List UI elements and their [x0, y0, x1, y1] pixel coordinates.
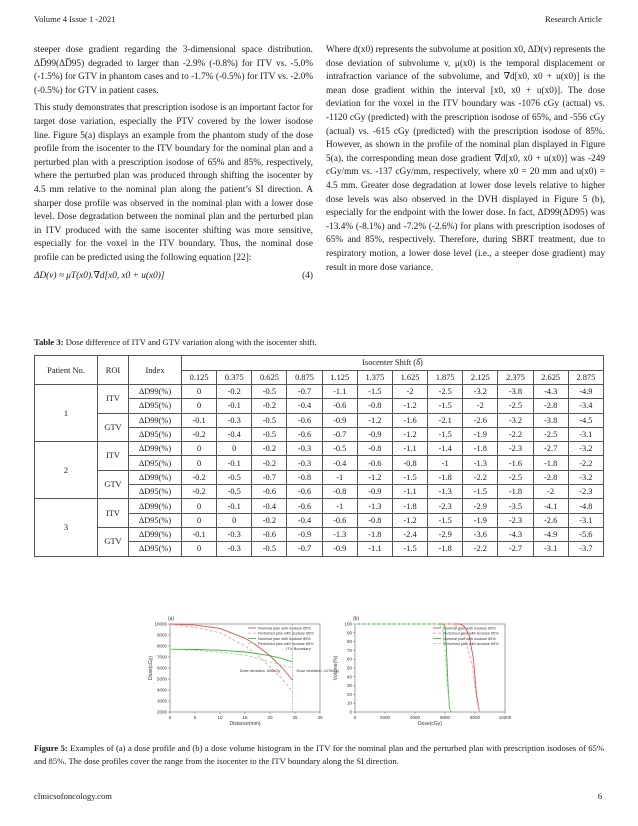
shift-header: 1.125: [322, 370, 357, 385]
value-cell: -0.7: [322, 427, 357, 441]
value-cell: -0.9: [287, 527, 322, 541]
value-cell: -0.6: [357, 456, 392, 470]
shift-header: 0.375: [217, 370, 252, 385]
value-cell: -0.7: [252, 470, 287, 484]
value-cell: -0.9: [322, 542, 357, 556]
dose-deviation-65-label: Dose deviation -1076cGy: [296, 669, 340, 673]
patient-cell: 1: [35, 385, 98, 442]
value-cell: -2.7: [498, 542, 533, 556]
value-cell: -1.6: [392, 413, 427, 427]
equation-number: (4): [302, 270, 313, 281]
value-cell: -2.2: [463, 470, 498, 484]
x-tick-label: 25: [292, 715, 298, 720]
value-cell: -4.3: [498, 527, 533, 541]
shift-header: 2.875: [568, 370, 603, 385]
left-paragraph-2: This study demonstrates that prescription isodose is an important factor for target dose variation, especially the PTV covered by the lower isodose line. Figure 5(a) displays an example from the phantom study of the dose profile from the isocenter to the ITV boundary for the nominal plan and a perturbed plan with a prescription isodose of 65% and 85%, respectively, where the perturbed plan was produced through shifting the isocenter by 4.5 mm relative to the nominal plan along the patient’s SI direction. A sharper dose profile was observed in the nominal plan with a lower dose level. Dose degradation between the nominal plan and the perturbed plan in ITV produced with the same isocenter shifting was more sensitive, especially for the voxel in the ITV boundary. Thus, the nominal dose profile can be predicted using the following equation [22]:: [34, 103, 313, 263]
value-cell: -2.2: [463, 542, 498, 556]
value-cell: -2.5: [533, 427, 568, 441]
y-axis-label: Dose(cGy): [148, 656, 154, 680]
value-cell: -3.1: [568, 427, 603, 441]
y-tick-label: 60: [346, 656, 352, 662]
value-cell: -3.8: [498, 385, 533, 399]
value-cell: -2: [392, 385, 427, 399]
y-tick-label: 50: [346, 665, 352, 671]
index-cell: ΔD99(%): [129, 442, 182, 456]
table-row: [35, 442, 604, 456]
patient-cell: 2: [35, 442, 98, 499]
shift-header: 1.875: [428, 370, 463, 385]
value-cell: -3.5: [498, 499, 533, 513]
value-cell: -1.1: [392, 485, 427, 499]
value-cell: -0.1: [217, 499, 252, 513]
value-cell: -0.5: [217, 485, 252, 499]
header-roi: ROI: [98, 356, 129, 385]
x-tick-label: 30: [317, 715, 323, 720]
legend-label: Perturbed plan with isodose 65%: [443, 631, 499, 636]
value-cell: -0.4: [287, 399, 322, 413]
panel-label: (a): [168, 616, 175, 622]
value-cell: -3.8: [533, 413, 568, 427]
value-cell: -1.3: [357, 499, 392, 513]
value-cell: -0.8: [357, 442, 392, 456]
value-cell: 0: [217, 513, 252, 527]
value-cell: -4.9: [568, 385, 603, 399]
value-cell: 0: [182, 513, 217, 527]
table-header-row: [35, 356, 604, 371]
y-tick-label: 7000: [156, 654, 167, 660]
table-row: [35, 385, 604, 399]
legend-label: Perturbed plan with isodose 85%: [258, 642, 314, 646]
value-cell: -0.4: [322, 456, 357, 470]
value-cell: -2.6: [533, 513, 568, 527]
right-column: [326, 44, 605, 279]
index-cell: ΔD95(%): [129, 542, 182, 556]
value-cell: -0.6: [252, 527, 287, 541]
table-caption: [34, 337, 317, 347]
value-cell: -2.4: [392, 527, 427, 541]
x-tick-label: 20: [267, 715, 273, 720]
equation-4: [34, 270, 313, 284]
value-cell: -0.2: [182, 427, 217, 441]
value-cell: -0.1: [182, 413, 217, 427]
value-cell: -1.5: [428, 399, 463, 413]
table-body: [35, 385, 604, 557]
value-cell: -1.5: [357, 385, 392, 399]
roi-cell: ITV: [98, 499, 129, 528]
legend-label: Nominal plan with isodose 65%: [443, 626, 496, 631]
dvh-chart: [333, 616, 512, 727]
value-cell: -2: [463, 399, 498, 413]
value-cell: -0.5: [217, 470, 252, 484]
legend-label: Perturbed plan with isodose 85%: [443, 642, 499, 646]
x-tick-label: 0: [353, 715, 357, 720]
shift-header: 2.375: [498, 370, 533, 385]
shift-header: 2.625: [533, 370, 568, 385]
value-cell: -2.3: [498, 442, 533, 456]
value-cell: -1: [322, 470, 357, 484]
table-caption-text: Dose difference of ITV and GTV variation along with the isocenter shift.: [65, 337, 317, 347]
patient-cell: 3: [35, 499, 98, 556]
index-cell: ΔD95(%): [129, 427, 182, 441]
value-cell: -3.2: [498, 413, 533, 427]
value-cell: -0.3: [287, 442, 322, 456]
value-cell: -3.4: [568, 399, 603, 413]
value-cell: -0.3: [217, 413, 252, 427]
footer-website: clinicsofoncology.com: [34, 791, 112, 801]
y-tick-label: 5000: [156, 676, 167, 682]
figure-caption-text: Examples of (a) a dose profile and (b) a dose volume histogram in the ITV for the nominal plan and the perturbed plan with prescription isodoses of 65% and 85%. The dose profiles cover the range from the isocenter to the ITV boundary along the SI direction.: [34, 743, 604, 766]
value-cell: -2.7: [533, 442, 568, 456]
y-tick-label: 2000: [156, 709, 167, 715]
value-cell: -0.5: [322, 442, 357, 456]
value-cell: -0.8: [357, 399, 392, 413]
value-cell: 0: [182, 542, 217, 556]
y-tick-label: 10: [346, 700, 352, 706]
y-tick-label: 20: [346, 691, 352, 697]
value-cell: -1.9: [463, 427, 498, 441]
table-row: [35, 499, 604, 513]
table-row: [35, 413, 604, 427]
value-cell: -0.7: [287, 385, 322, 399]
value-cell: -0.8: [322, 485, 357, 499]
y-tick-label: 9000: [156, 632, 167, 638]
x-tick-label: 2000: [379, 715, 391, 720]
value-cell: -4.1: [533, 499, 568, 513]
index-cell: ΔD95(%): [129, 485, 182, 499]
index-cell: ΔD99(%): [129, 527, 182, 541]
y-tick-label: 3000: [156, 698, 167, 704]
legend-label: Perturbed plan with isodose 65%: [258, 631, 314, 636]
value-cell: -0.3: [217, 527, 252, 541]
value-cell: -1.2: [357, 470, 392, 484]
shift-header: 1.625: [392, 370, 427, 385]
y-tick-label: 30: [346, 683, 352, 689]
value-cell: -1.4: [428, 442, 463, 456]
value-cell: -0.5: [252, 542, 287, 556]
figure-caption: [34, 742, 604, 768]
table-row: [35, 470, 604, 484]
roi-cell: ITV: [98, 385, 129, 414]
value-cell: -1.8: [428, 470, 463, 484]
value-cell: -4.3: [533, 385, 568, 399]
table-caption-label: Table 3:: [34, 337, 64, 347]
value-cell: -3.1: [568, 513, 603, 527]
value-cell: -0.2: [182, 470, 217, 484]
value-cell: -2.8: [533, 399, 568, 413]
equation-text: ΔD(v) ≈ μT(x0).∇̅d[x0, x0 + u(x0)]: [34, 270, 165, 281]
value-cell: -0.9: [357, 427, 392, 441]
itv-boundary-label: ITV Boundary: [286, 646, 311, 651]
y-tick-label: 100: [344, 621, 352, 627]
value-cell: -2.2: [568, 456, 603, 470]
value-cell: -0.2: [252, 442, 287, 456]
x-tick-label: 4000: [409, 715, 421, 720]
value-cell: 0: [182, 442, 217, 456]
y-tick-label: 40: [346, 674, 352, 680]
value-cell: -2.3: [428, 499, 463, 513]
index-cell: ΔD99(%): [129, 413, 182, 427]
panel-label: (b): [353, 616, 360, 622]
figure-5: [140, 614, 510, 738]
value-cell: -0.6: [252, 485, 287, 499]
dose-deviation-85-label: Dose deviation -556cGy: [239, 669, 281, 673]
roi-cell: ITV: [98, 442, 129, 471]
article-type: Research Article: [544, 14, 602, 24]
value-cell: -1.2: [392, 427, 427, 441]
value-cell: -2.1: [428, 413, 463, 427]
y-tick-label: 90: [346, 630, 352, 636]
value-cell: -3.1: [533, 542, 568, 556]
value-cell: -2.6: [463, 413, 498, 427]
value-cell: -0.4: [252, 499, 287, 513]
header-isocenter-shift: Isocenter Shift (δ̅): [182, 356, 604, 371]
value-cell: -0.3: [217, 542, 252, 556]
value-cell: -0.1: [182, 527, 217, 541]
page-number: 6: [597, 791, 602, 801]
value-cell: -1.8: [428, 542, 463, 556]
value-cell: -0.2: [217, 385, 252, 399]
shift-header: 0.875: [287, 370, 322, 385]
header-patient: Patient No.: [35, 356, 98, 385]
value-cell: -1.8: [392, 499, 427, 513]
value-cell: -1.9: [463, 513, 498, 527]
value-cell: -1.8: [357, 527, 392, 541]
value-cell: -0.1: [217, 399, 252, 413]
value-cell: -0.8: [357, 513, 392, 527]
value-cell: -2.5: [498, 399, 533, 413]
x-tick-label: 10000: [498, 715, 512, 720]
value-cell: -0.5: [252, 427, 287, 441]
value-cell: -0.9: [357, 485, 392, 499]
x-tick-label: 15: [242, 715, 248, 720]
value-cell: -3.2: [568, 442, 603, 456]
value-cell: -0.6: [322, 399, 357, 413]
value-cell: -2.9: [463, 499, 498, 513]
left-paragraph-1: steeper dose gradient regarding the 3-dimensional space distribution. ΔD̅99(ΔD̅95) degraded to larger than -2.9% (-0.8%) for ITV vs. -5.0% (-1.5%) for GTV in phantom cases and to -1.7% (-0.5%) for ITV vs. -2.0% (-0.5%) for GTV in patient cases.: [34, 45, 314, 96]
value-cell: 0: [182, 456, 217, 470]
value-cell: -1.5: [463, 485, 498, 499]
y-tick-label: 0: [349, 709, 352, 715]
x-axis-label: Distance(mm): [229, 721, 261, 727]
value-cell: -0.5: [252, 385, 287, 399]
value-cell: -0.6: [287, 485, 322, 499]
left-column: [34, 44, 313, 283]
value-cell: -1.8: [463, 442, 498, 456]
value-cell: -4.9: [533, 527, 568, 541]
x-tick-label: 10: [217, 715, 223, 720]
x-tick-label: 0: [168, 715, 172, 720]
value-cell: -1.3: [322, 527, 357, 541]
index-cell: ΔD95(%): [129, 399, 182, 413]
header-index: Index: [129, 356, 182, 385]
value-cell: -1.8: [533, 456, 568, 470]
value-cell: -1.1: [322, 385, 357, 399]
shift-header: 0.625: [252, 370, 287, 385]
value-cell: -1.5: [392, 542, 427, 556]
value-cell: -2.9: [428, 527, 463, 541]
value-cell: 0: [182, 399, 217, 413]
y-tick-label: 10000: [154, 621, 167, 627]
value-cell: -1: [322, 499, 357, 513]
x-tick-label: 5: [193, 715, 197, 720]
value-cell: 0: [182, 499, 217, 513]
value-cell: -0.7: [287, 542, 322, 556]
value-cell: -2.8: [533, 470, 568, 484]
value-cell: -1.3: [463, 456, 498, 470]
value-cell: -1.3: [428, 485, 463, 499]
dose-difference-table: [34, 355, 604, 557]
index-cell: ΔD99(%): [129, 470, 182, 484]
value-cell: -0.8: [287, 470, 322, 484]
x-tick-label: 8000: [469, 715, 481, 720]
index-cell: ΔD99(%): [129, 385, 182, 399]
right-paragraph-1: Where d(x0) represents the subvolume at position x0, ΔD(v) represents the dose deviation of subvolume v, μ(x0) is the temporal displacement or intrafraction variance of the subvolume, and ∇̅d[x0, x0 + u(x0)] is the mean dose gradient within the interval [x0, x0 + u(x0)]. The dose deviation for the voxel in the ITV boundary was -1076 cGy (actual) vs. -1120 cGy (predicted) with the prescription isodose of 65%, and -556 cGy (actual) vs. -615 cGy (predicted) with the prescription isodose of 85%. However, as shown in the profile of the nominal plan displayed in Figure 5(a), the corresponding mean dose gradient ∇̅d[x0, x0 + u(x0)] was -249 cGy/mm vs. -137 cGy/mm, respectively, where x0 = 20 mm and u(x0) = 4.5 mm. Greater dose degradation at lower dose levels relative to higher dose levels was also observed in the DVH displayed in Figure 5 (b), especially for the endpoint with the lower dose. In fact, ΔD99(ΔD95) was -13.4% (-8.1%) and -7.2% (-2.6%) for plans with prescription isodoses of 65% and 85%, respectively. Therefore, during SBRT treatment, due to respiratory motion, a lower dose level (i.e., a steeper dose gradient) may result in more dose variance.: [326, 45, 605, 273]
value-cell: -0.2: [252, 456, 287, 470]
index-cell: ΔD95(%): [129, 513, 182, 527]
shift-header: 2.125: [463, 370, 498, 385]
y-tick-label: 70: [346, 647, 352, 653]
value-cell: -1.2: [357, 413, 392, 427]
value-cell: -2.2: [498, 427, 533, 441]
value-cell: 0: [217, 442, 252, 456]
shift-header: 1.375: [357, 370, 392, 385]
value-cell: -0.5: [252, 413, 287, 427]
journal-volume: Volume 4 Issue 1 -2021: [34, 14, 116, 24]
value-cell: -3.7: [568, 542, 603, 556]
value-cell: -2.3: [498, 513, 533, 527]
value-cell: -1.2: [392, 399, 427, 413]
index-cell: ΔD95(%): [129, 456, 182, 470]
value-cell: -0.6: [287, 499, 322, 513]
table-row: [35, 527, 604, 541]
roi-cell: GTV: [98, 470, 129, 499]
value-cell: -5.6: [568, 527, 603, 541]
dose-profile-chart: [148, 616, 339, 727]
value-cell: -4.8: [568, 499, 603, 513]
roi-cell: GTV: [98, 527, 129, 556]
figure-caption-label: Figure 5:: [34, 743, 68, 753]
value-cell: -2: [533, 485, 568, 499]
value-cell: -1.5: [428, 427, 463, 441]
value-cell: -0.2: [182, 485, 217, 499]
x-tick-label: 6000: [439, 715, 451, 720]
value-cell: -0.6: [322, 513, 357, 527]
value-cell: -3.2: [463, 385, 498, 399]
value-cell: -4.5: [568, 413, 603, 427]
value-cell: -0.4: [217, 427, 252, 441]
value-cell: -3.6: [463, 527, 498, 541]
value-cell: -2.5: [498, 470, 533, 484]
value-cell: -0.1: [217, 456, 252, 470]
legend-label: Nominal plan with isodose 85%: [443, 636, 496, 641]
value-cell: -1.6: [498, 456, 533, 470]
value-cell: -1.5: [392, 470, 427, 484]
shift-header: 0.125: [182, 370, 217, 385]
value-cell: -1.5: [428, 513, 463, 527]
value-cell: -0.2: [252, 513, 287, 527]
value-cell: -0.6: [287, 427, 322, 441]
value-cell: -1.1: [357, 542, 392, 556]
value-cell: -0.8: [392, 456, 427, 470]
value-cell: -1.8: [498, 485, 533, 499]
y-tick-label: 80: [346, 639, 352, 645]
value-cell: -1: [428, 456, 463, 470]
value-cell: -1.2: [392, 513, 427, 527]
value-cell: -3.2: [568, 470, 603, 484]
y-tick-label: 8000: [156, 643, 167, 649]
value-cell: -0.4: [287, 513, 322, 527]
value-cell: -0.2: [252, 399, 287, 413]
index-cell: ΔD99(%): [129, 499, 182, 513]
y-axis-label: Volume(%): [333, 655, 339, 681]
y-tick-label: 4000: [156, 687, 167, 693]
value-cell: -1.1: [392, 442, 427, 456]
value-cell: -2.5: [428, 385, 463, 399]
roi-cell: GTV: [98, 413, 129, 442]
x-axis-label: Dose(cGy): [418, 721, 442, 727]
legend-label: Nominal plan with isodose 85%: [258, 636, 311, 641]
y-tick-label: 6000: [156, 665, 167, 671]
value-cell: -0.9: [322, 413, 357, 427]
value-cell: -2.3: [568, 485, 603, 499]
value-cell: 0: [182, 385, 217, 399]
value-cell: -0.6: [287, 413, 322, 427]
legend-label: Nominal plan with isodose 65%: [258, 626, 311, 631]
value-cell: -0.3: [287, 456, 322, 470]
